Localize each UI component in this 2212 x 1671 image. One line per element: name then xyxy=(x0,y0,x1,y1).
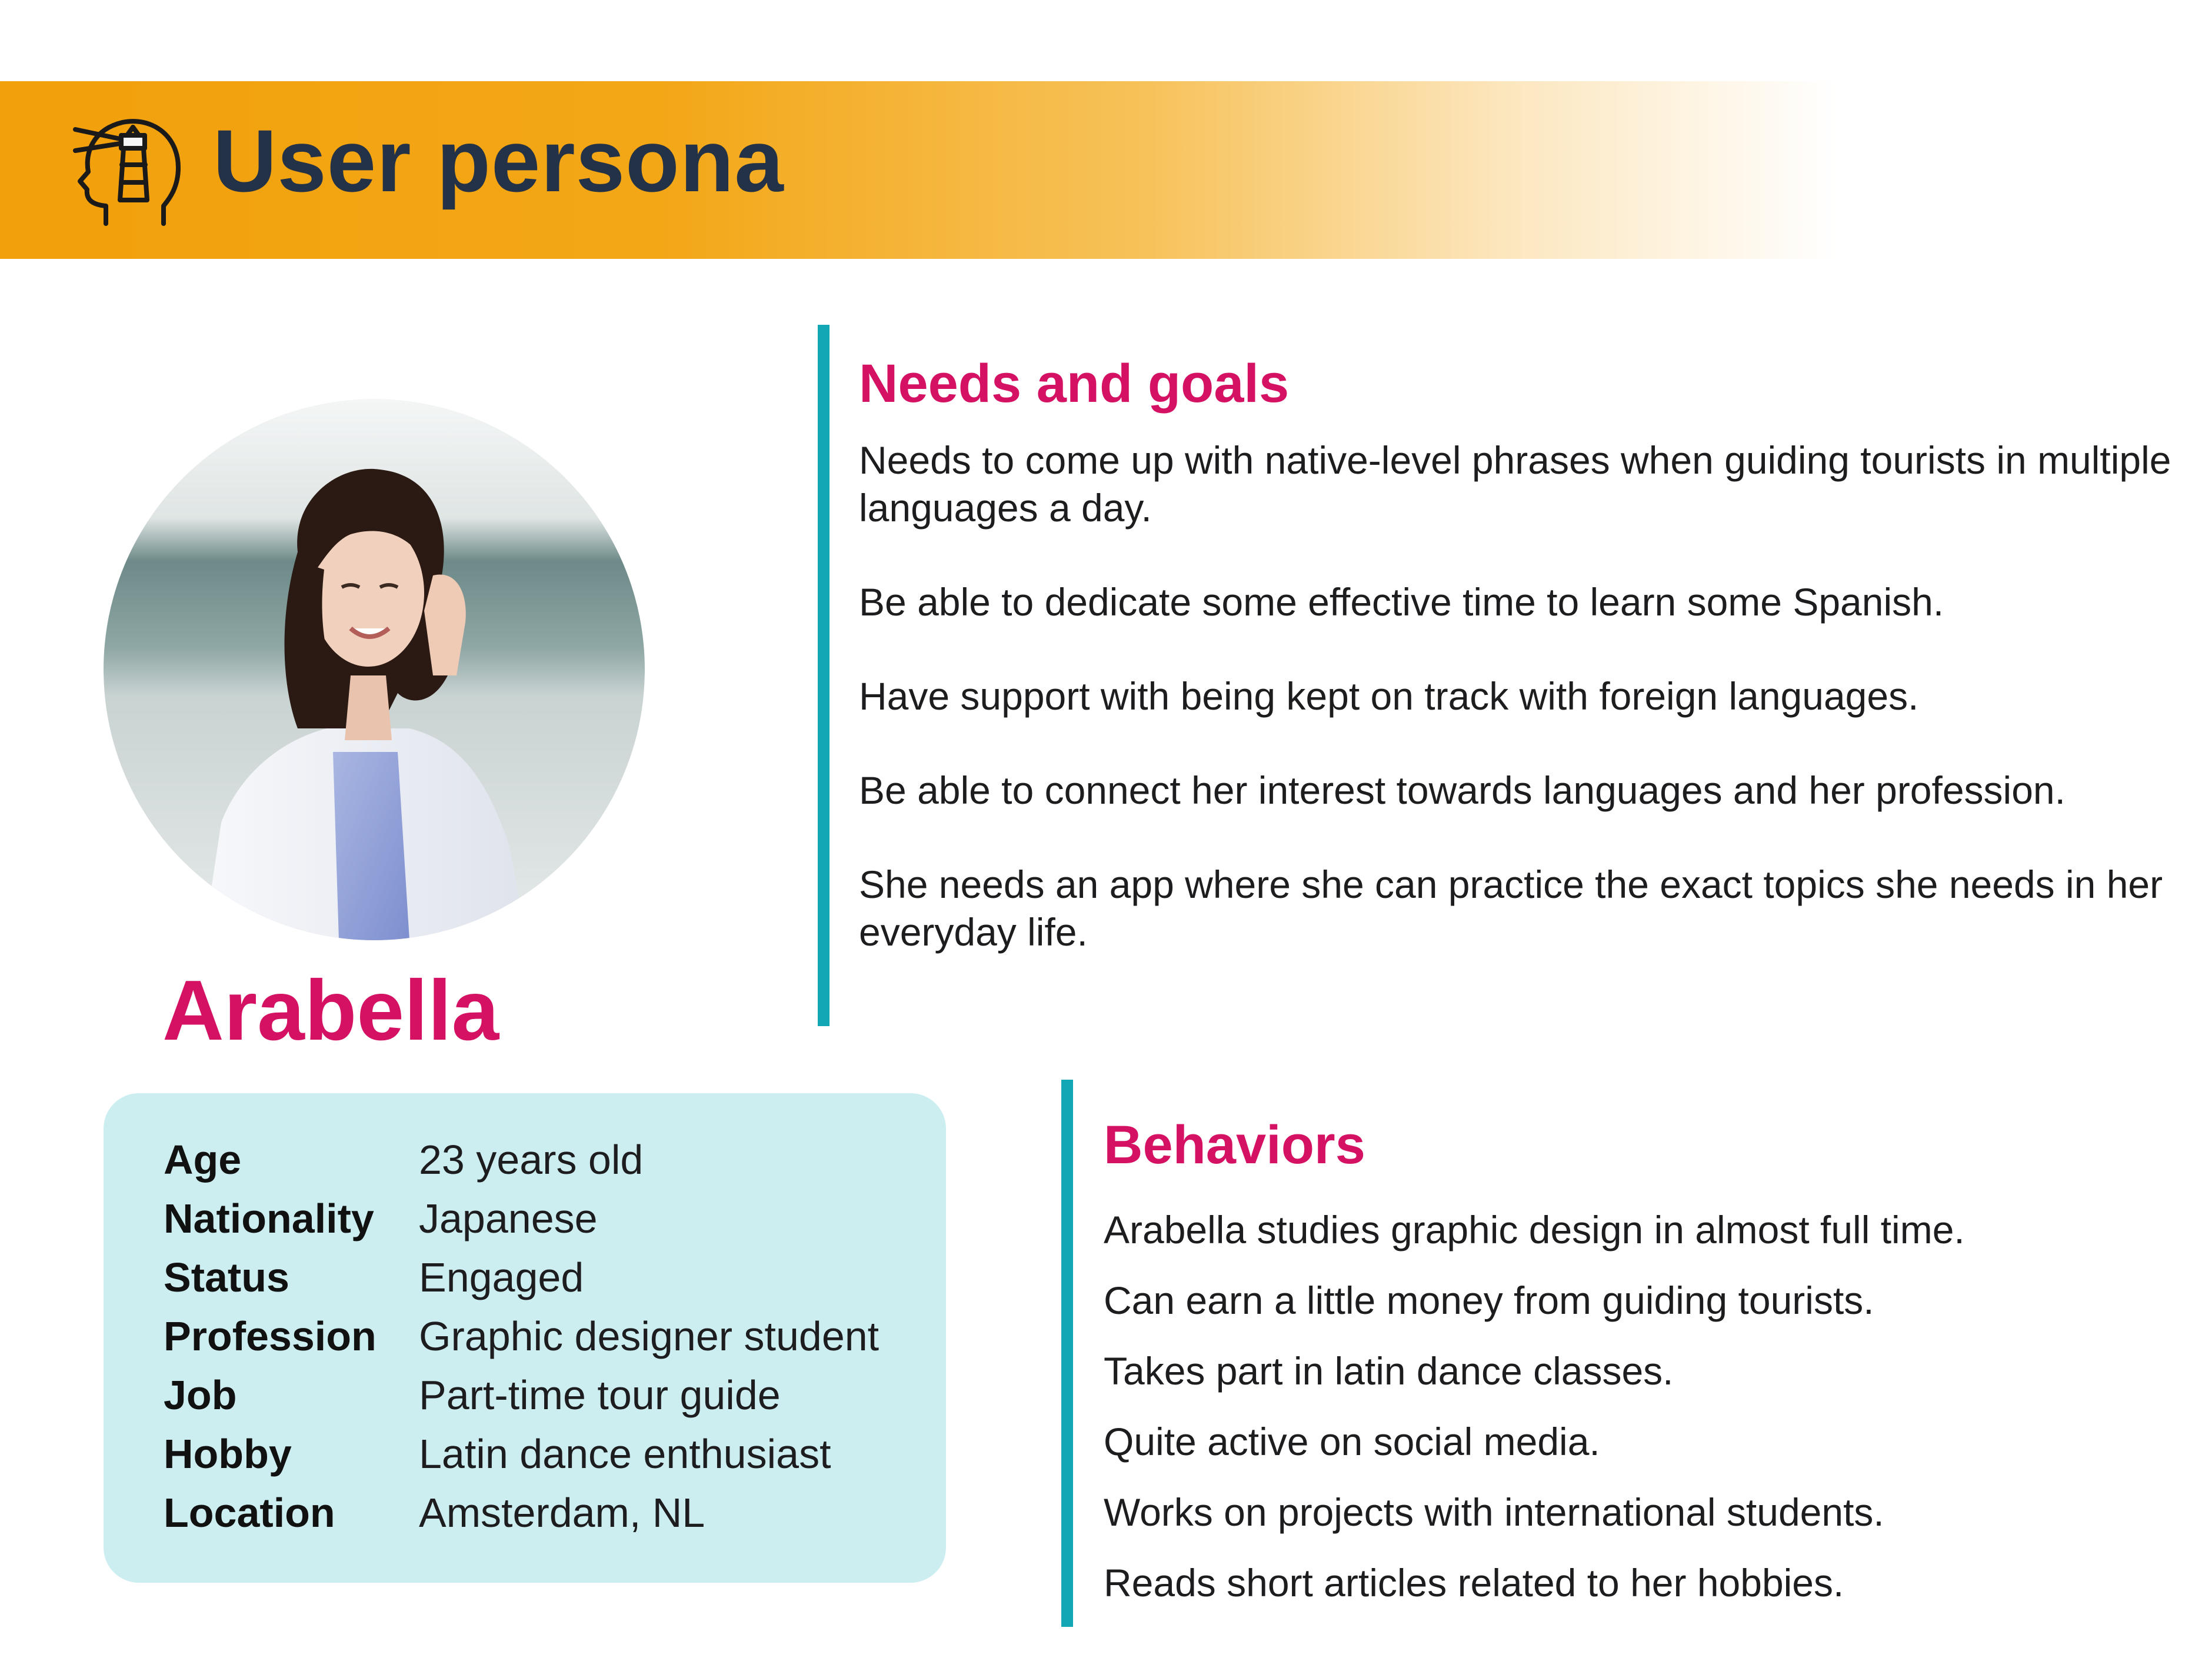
list-item: Reads short articles related to her hobbies. xyxy=(1104,1561,1844,1605)
list-item: She needs an app where she can practice the exact topics she needs in her everyday life. xyxy=(859,863,2163,954)
list-item: Be able to dedicate some effective time to learn some Spanish. xyxy=(859,580,1944,624)
detail-label: Location xyxy=(164,1490,335,1536)
persona-name: Arabella xyxy=(162,963,499,1058)
detail-label: Nationality xyxy=(164,1196,374,1241)
head-lighthouse-icon xyxy=(69,112,187,229)
detail-value: Amsterdam, NL xyxy=(419,1490,705,1536)
list-item: Arabella studies graphic design in almost full time. xyxy=(1104,1208,1965,1251)
needs-accent-bar xyxy=(818,325,830,1026)
needs-list xyxy=(859,437,2194,1003)
list-item: Works on projects with international students. xyxy=(1104,1490,1884,1534)
detail-value: Part-time tour guide xyxy=(419,1372,781,1418)
detail-label: Status xyxy=(164,1254,289,1300)
page-title: User persona xyxy=(213,111,784,210)
needs-title: Needs and goals xyxy=(859,354,1290,414)
list-item: Can earn a little money from guiding tourists. xyxy=(1104,1279,1874,1322)
list-item: Be able to connect her interest towards languages and her profession. xyxy=(859,768,2066,812)
list-item: Needs to come up with native-level phrases when guiding tourists in multiple languages a day. xyxy=(859,438,2171,530)
list-item: Have support with being kept on track with foreign languages. xyxy=(859,674,1919,718)
behaviors-title: Behaviors xyxy=(1104,1115,1365,1175)
persona-details-card xyxy=(104,1093,946,1583)
detail-value: 23 years old xyxy=(419,1137,644,1183)
detail-label: Hobby xyxy=(164,1431,292,1477)
detail-value: Graphic designer student xyxy=(419,1313,880,1359)
detail-label: Job xyxy=(164,1372,237,1418)
detail-label: Age xyxy=(164,1137,242,1183)
behaviors-list xyxy=(1104,1194,2198,1618)
detail-value: Latin dance enthusiast xyxy=(419,1431,831,1477)
persona-photo xyxy=(104,399,645,940)
list-item: Takes part in latin dance classes. xyxy=(1104,1349,1674,1393)
behaviors-accent-bar xyxy=(1061,1080,1073,1627)
detail-label: Profession xyxy=(164,1313,377,1359)
detail-value: Japanese xyxy=(419,1196,598,1241)
list-item: Quite active on social media. xyxy=(1104,1420,1600,1463)
detail-value: Engaged xyxy=(419,1254,584,1300)
